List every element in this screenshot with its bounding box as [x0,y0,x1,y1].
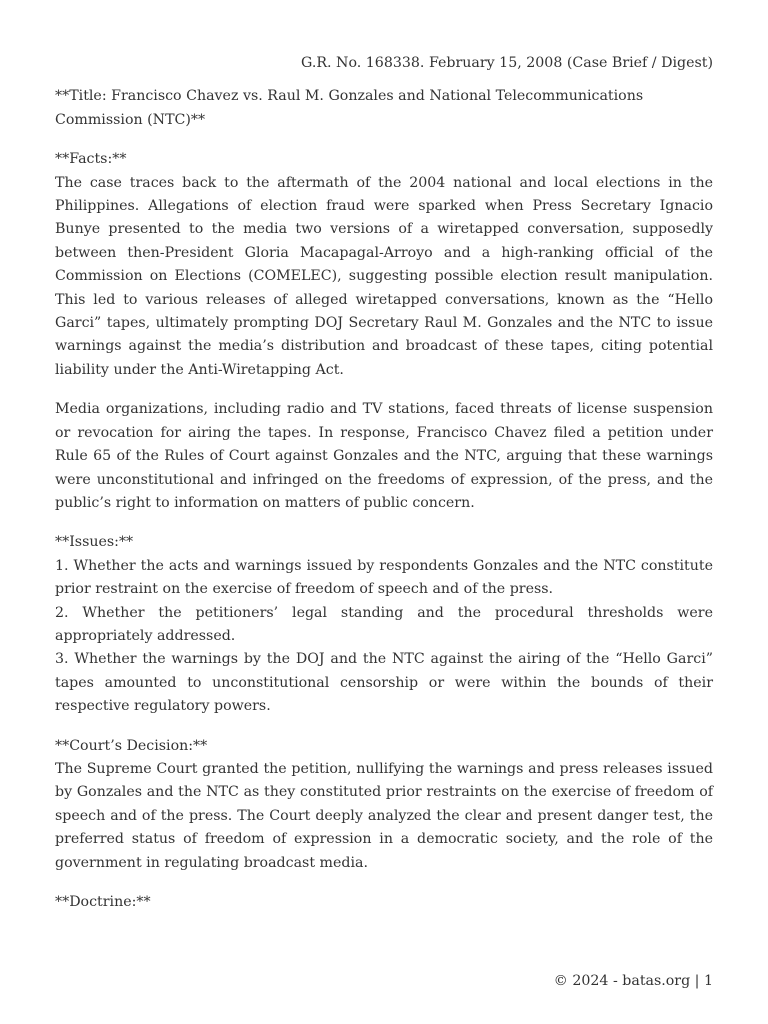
facts-paragraph-2: Media organizations, including radio and TV stations, faced threats of license suspension or revocation for airing the tapes. In response, Francisco Chavez filed a petition under Rule 65 of the Rules of Court against Gonzales and the NTC, arguing that these warnings were unconstitutional and infringed on the freedoms of expression, of the press, and the public’s right to information on matters of public concern. [55,401,713,511]
case-title: **Title: Francisco Chavez vs. Raul M. Gonzales and National Telecommunications Commission (NTC)** [55,88,644,128]
document-page [55,52,713,930]
issues-section [55,531,713,718]
decision-section [55,735,713,875]
page-footer: © 2024 - batas.org | 1 [553,973,713,989]
issue-item-3: 3. Whether the warnings by the DOJ and the NTC against the airing of the “Hello Garci” tapes amounted to unconstitutional censorship or were within the bounds of their respective regulatory powers. [55,651,713,715]
decision-paragraph: The Supreme Court granted the petition, nullifying the warnings and press releases issued by Gonzales and the NTC as they constituted prior restraints on the exercise of freedom of speech and of the press. The Court deeply analyzed the clear and present danger test, the preferred status of freedom of expression in a democratic society, and the role of the government in regulating broadcast media. [55,760,713,871]
issues-heading: **Issues:** [55,534,134,551]
case-citation: G.R. No. 168338. February 15, 2008 (Case Brief / Digest) [301,55,713,71]
issue-item-2: 2. Whether the petitioners’ legal standing and the procedural thresholds were appropriately addressed. [55,604,713,644]
facts-section [55,148,713,515]
decision-heading: **Court’s Decision:** [55,737,208,754]
doctrine-heading: **Doctrine:** [55,894,151,910]
issue-item-1: 1. Whether the acts and warnings issued by respondents Gonzales and the NTC constitute prior restraint on the exercise of freedom of speech and of the press. [55,557,713,598]
facts-paragraph-1: The case traces back to the aftermath of the 2004 national and local elections in the Philippines. Allegations of election fraud were sparked when Press Secretary Ignacio Bunye presented to the media two versions of a wiretapped conversation, supposedly between then-President Gloria Macapagal-Arroyo and a high-ranking official of the Commission on Elections (COMELEC), suggesting possible election result manipulation. This led to various releases of alleged wiretapped conversations, known as the “Hello Garci” tapes, ultimately prompting DOJ Secretary Raul M. Gonzales and the NTC to issue warnings against the media’s distribution and broadcast of these tapes, citing potential liability under the Anti-Wiretapping Act. [55,174,713,378]
facts-heading: **Facts:** [55,151,127,168]
doctrine-section [55,891,713,914]
